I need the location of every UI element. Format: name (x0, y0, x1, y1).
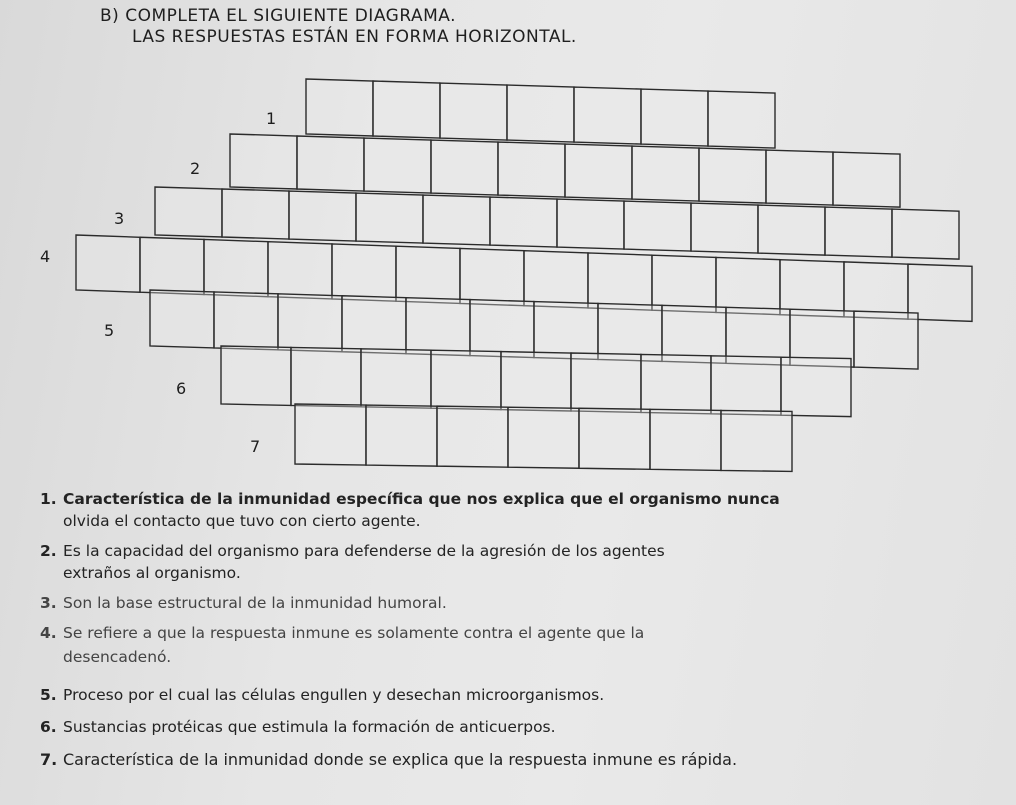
grid-cell[interactable] (708, 91, 775, 148)
grid-cell[interactable] (641, 354, 711, 413)
grid-cell[interactable] (650, 409, 721, 470)
clue-number: 5. (40, 686, 57, 704)
grid-cell[interactable] (524, 251, 588, 308)
row-number-6: 6 (176, 379, 187, 398)
grid-cell[interactable] (598, 303, 662, 361)
grid-cell[interactable] (534, 302, 598, 360)
grid-cell[interactable] (297, 136, 364, 191)
clue-1 (40, 490, 780, 530)
grid-cell[interactable] (437, 406, 508, 467)
grid-cell[interactable] (268, 242, 332, 299)
grid-cell[interactable] (579, 408, 650, 469)
grid-cell[interactable] (460, 248, 524, 305)
row-number-4: 4 (40, 247, 51, 266)
grid-cell[interactable] (423, 195, 490, 245)
clue-6 (40, 718, 556, 736)
grid-cell[interactable] (711, 356, 781, 415)
clue-3 (40, 594, 447, 612)
grid-cell[interactable] (76, 235, 140, 292)
grid-cell[interactable] (278, 294, 342, 352)
section-title: B) COMPLETA EL SIGUIENTE DIAGRAMA. (100, 6, 456, 26)
grid-cell[interactable] (431, 350, 501, 409)
clue-number: 4. (40, 624, 57, 642)
clue-5 (40, 686, 604, 704)
clue-text-continued: extraños al organismo. (63, 564, 241, 582)
grid-cell[interactable] (361, 349, 431, 408)
grid-cell[interactable] (716, 257, 780, 314)
grid-cell[interactable] (691, 203, 758, 253)
clue-number: 1. (40, 490, 57, 508)
clue-text: Característica de la inmunidad específica que nos explica que el organismo nunca (63, 490, 780, 508)
grid-row-6 (176, 346, 851, 417)
grid-cell[interactable] (766, 150, 833, 205)
grid-cell[interactable] (221, 346, 291, 405)
grid-cell[interactable] (289, 191, 356, 241)
grid-cell[interactable] (565, 144, 632, 199)
grid-cell[interactable] (373, 81, 440, 138)
clue-text: Característica de la inmunidad donde se explica que la respuesta inmune es rápida. (63, 750, 738, 769)
grid-cell[interactable] (854, 311, 918, 369)
grid-cell[interactable] (508, 407, 579, 468)
grid-cell[interactable] (440, 83, 507, 140)
grid-cell[interactable] (155, 187, 222, 237)
grid-cell[interactable] (295, 404, 366, 465)
grid-cell[interactable] (342, 296, 406, 354)
clue-text: Proceso por el cual las células engullen y desechan microorganismos. (63, 686, 605, 704)
clue-7 (40, 750, 737, 769)
grid-cell[interactable] (498, 142, 565, 197)
grid-cell[interactable] (470, 300, 534, 358)
grid-cell[interactable] (652, 255, 716, 312)
grid-cell[interactable] (557, 199, 624, 249)
grid-cell[interactable] (150, 290, 214, 348)
grid-cell[interactable] (406, 298, 470, 356)
grid-cell[interactable] (641, 89, 708, 146)
grid-cell[interactable] (780, 260, 844, 317)
grid-cell[interactable] (431, 140, 498, 195)
clue-number: 3. (40, 594, 57, 612)
grid-cell[interactable] (366, 405, 437, 466)
grid-row-7 (250, 404, 792, 471)
clue-text-continued: olvida el contacto que tuvo con cierto agente. (63, 512, 421, 530)
grid-cell[interactable] (364, 138, 431, 193)
grid-cell[interactable] (781, 357, 851, 416)
grid-cell[interactable] (332, 244, 396, 301)
clue-2 (40, 542, 665, 582)
grid-cell[interactable] (632, 146, 699, 201)
grid-cell[interactable] (490, 197, 557, 247)
grid-cell[interactable] (507, 85, 574, 142)
grid-cell[interactable] (356, 193, 423, 243)
grid-cell[interactable] (825, 207, 892, 257)
grid-cell[interactable] (222, 189, 289, 239)
grid-cell[interactable] (588, 253, 652, 310)
row-number-1: 1 (266, 109, 277, 128)
grid-cell[interactable] (214, 292, 278, 350)
grid-cell[interactable] (833, 152, 900, 207)
grid-cell[interactable] (574, 87, 641, 144)
row-number-3: 3 (114, 209, 125, 228)
grid-cell[interactable] (291, 347, 361, 406)
row-number-5: 5 (104, 321, 115, 340)
grid-cell[interactable] (306, 79, 373, 136)
grid-cell[interactable] (140, 237, 204, 294)
section-subtitle: LAS RESPUESTAS ESTÁN EN FORMA HORIZONTAL. (132, 27, 577, 47)
clue-4 (40, 624, 645, 666)
grid-cell[interactable] (204, 239, 268, 296)
row-number-2: 2 (190, 159, 201, 178)
clue-text-continued: desencadenó. (63, 648, 172, 666)
row-number-7: 7 (250, 437, 261, 456)
clue-number: 2. (40, 542, 57, 560)
grid-cell[interactable] (396, 246, 460, 303)
clue-text: Son la base estructural de la inmunidad humoral. (63, 594, 447, 612)
grid-cell[interactable] (699, 148, 766, 203)
grid-cell[interactable] (501, 352, 571, 411)
grid-cell[interactable] (571, 353, 641, 412)
clue-number: 6. (40, 718, 57, 736)
grid-cell[interactable] (758, 205, 825, 255)
grid-cell[interactable] (892, 209, 959, 259)
grid-cell[interactable] (624, 201, 691, 251)
clue-text: Es la capacidad del organismo para defenderse de la agresión de los agentes (63, 542, 665, 560)
grid-cell[interactable] (230, 134, 297, 189)
grid-cell[interactable] (721, 410, 792, 471)
clue-number: 7. (40, 750, 58, 769)
clue-text: Se refiere a que la respuesta inmune es solamente contra el agente que la (63, 624, 645, 642)
clue-text: Sustancias protéicas que estimula la formación de anticuerpos. (63, 718, 556, 736)
